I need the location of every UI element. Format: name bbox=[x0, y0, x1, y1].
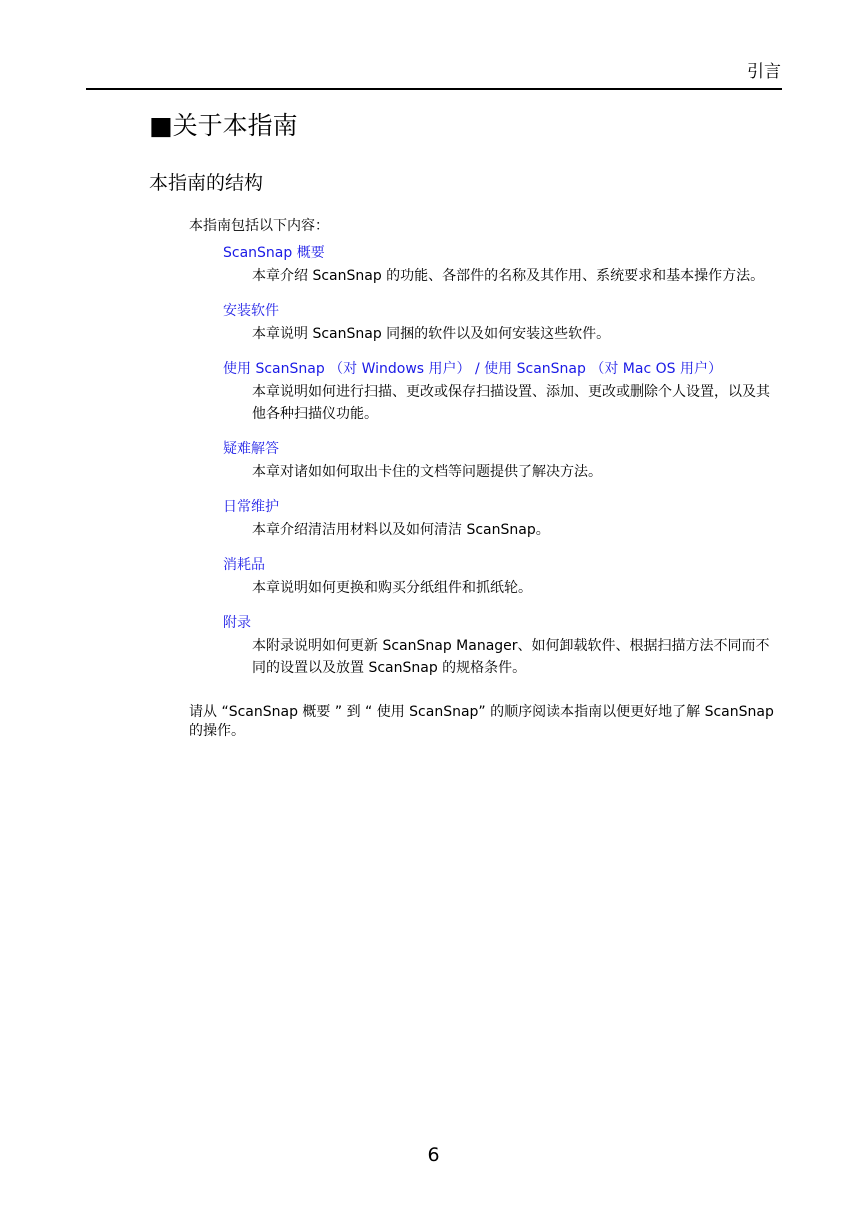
chapter-item bbox=[223, 243, 783, 287]
intro-text: 本指南包括以下内容： bbox=[189, 218, 329, 234]
section-title: ■关于本指南 bbox=[149, 111, 298, 140]
chapter-list bbox=[223, 243, 783, 693]
chapter-description: 本章对诸如如何取出卡住的文档等问题提供了解决方法。 bbox=[252, 464, 602, 480]
chapter-link-maintenance[interactable]: 日常维护 bbox=[223, 499, 279, 515]
chapter-description: 本章说明如何进行扫描、更改或保存扫描设置、添加、更改或删除个人设置，以及其他各种扫描仪功能。 bbox=[252, 384, 770, 422]
conclusion-text: 请从 “ScanSnap 概要 ” 到 “ 使用 ScanSnap” 的顺序阅读本指南以便更好地了解 ScanSnap 的操作。 bbox=[189, 704, 774, 739]
chapter-description: 本章说明 ScanSnap 同捆的软件以及如何安装这些软件。 bbox=[252, 326, 611, 342]
chapter-item bbox=[223, 555, 783, 599]
chapter-header-label: 引言 bbox=[747, 62, 781, 82]
chapter-link-overview[interactable]: ScanSnap 概要 bbox=[223, 245, 325, 261]
page-number: 6 bbox=[427, 1144, 440, 1166]
subsection-title: 本指南的结构 bbox=[149, 172, 264, 194]
chapter-item bbox=[223, 439, 783, 483]
chapter-item bbox=[223, 497, 783, 541]
chapter-description: 本章介绍 ScanSnap 的功能、各部件的名称及其作用、系统要求和基本操作方法。 bbox=[252, 268, 765, 284]
chapter-item bbox=[223, 301, 783, 345]
chapter-link-usage[interactable]: 使用 ScanSnap （对 Windows 用户） / 使用 ScanSnap （对 Mac OS 用户） bbox=[223, 361, 722, 377]
chapter-link-troubleshooting[interactable]: 疑难解答 bbox=[223, 441, 279, 457]
chapter-description: 本附录说明如何更新 ScanSnap Manager、如何卸载软件、根据扫描方法不同而不同的设置以及放置 ScanSnap 的规格条件。 bbox=[252, 638, 770, 676]
chapter-link-install[interactable]: 安装软件 bbox=[223, 303, 279, 319]
chapter-description: 本章介绍清洁用材料以及如何清洁 ScanSnap。 bbox=[252, 522, 550, 538]
chapter-link-consumables[interactable]: 消耗品 bbox=[223, 557, 265, 573]
chapter-item bbox=[223, 613, 783, 679]
chapter-link-appendix[interactable]: 附录 bbox=[223, 615, 251, 631]
header-divider bbox=[86, 88, 782, 90]
chapter-item bbox=[223, 359, 783, 425]
chapter-description: 本章说明如何更换和购买分纸组件和抓纸轮。 bbox=[252, 580, 532, 596]
